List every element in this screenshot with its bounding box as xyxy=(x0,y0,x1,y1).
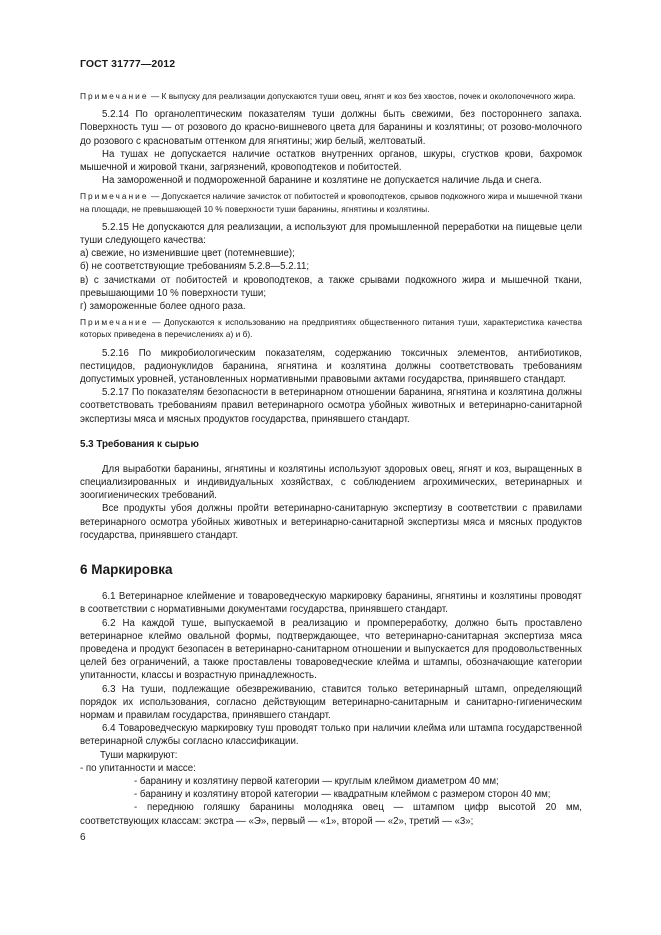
paragraph-5-2-14-c: На замороженной и подмороженной баранине и козлятине не допускается наличие льда и снега. xyxy=(102,175,542,187)
marking-item-1: - баранину и козлятину первой категории — круглым клеймом диаметром 40 мм; xyxy=(134,775,499,787)
marking-item-3 xyxy=(80,801,582,827)
list-item-b: б) не соответствующие требованиям 5.2.8—5.2.11; xyxy=(80,261,310,273)
note-label: Примечание xyxy=(80,317,149,328)
list-item-c: в) с зачистками от побитостей и кровоподтеков, а также срывами подкожного жира и мышечной ткани, превышающими 10 % поверхности туши; xyxy=(80,274,582,299)
paragraph-6-3: 6.3 На туши, подлежащие обезвреживанию, ставится только ветеринарный штамп, определяющий порядок их использования, согласно действующим ветеринарно-санитарным и санитарно-гигиеническим нормам и правилам государства, принявшего стандарт. xyxy=(80,683,582,721)
paragraph-5-3-1: Для выработки баранины, ягнятины и козлятины используют здоровых овец, ягнят и коз, выращенных в специализированных и индивидуальных хозяйствах, с соблюдением агрохимических, ветеринарных и зоогигиенических требований. xyxy=(80,463,582,502)
document-header: ГОСТ 31777—2012 xyxy=(80,58,176,70)
note-3 xyxy=(80,316,582,340)
note-label: Примечание xyxy=(80,191,149,202)
note-text: — Допускается наличие зачисток от побитостей и кровоподтеков, срывов подкожного жира и мышечной ткани на площади, не превышающей 10 % поверхности туши баранины, ягнятины и козлятины. xyxy=(80,191,583,214)
paragraph-5-3-2: Все продукты убоя должны пройти ветеринарно-санитарную экспертизу в соответствии с правилами ветеринарного осмотра убойных животных и ветеринарно-санитарной экспертизы мяса и мясных продуктов государства, принявшего стандарт. xyxy=(80,503,582,541)
note-text: — Допускаются к использованию на предприятиях общественного питания туши, характеристика качества которых приведена в перечислениях а) и б). xyxy=(80,317,583,340)
page-number: 6 xyxy=(80,832,86,843)
note-1 xyxy=(80,90,582,102)
list-item-d: г) замороженные более одного раза. xyxy=(80,301,246,313)
paragraph-5-2-16: 5.2.16 По микробиологическим показателям, содержанию токсичных элементов, антибиотиков, пестицидов, радионуклидов баранина, ягнятина и козлятина должны соответствовать требованиям допустимых уровней, установленных нормативными правовыми актами государства, принявшего стандарт. xyxy=(80,347,582,386)
note-2 xyxy=(80,190,582,214)
paragraph-5-2-17: 5.2.17 По показателям безопасности в ветеринарном отношении баранина, ягнятина и козлятина должны соответствовать требованиям правил ветеринарного осмотра убойных животных и ветеринарно-санитарной экспертизы мяса и мясных продуктов государства, принявшего стандарт. xyxy=(80,387,582,425)
paragraph-6-2: 6.2 На каждой туше, выпускаемой в реализацию и промпереработку, должно быть проставлено ветеринарное клеймо овальной формы, подтверждающее, что ветеринарно-санитарная экспертиза мяса проведена и продукт безопасен в ветеринарно-санитарном отношении и выпускается для продовольственных целей без ограничений, а также проставлены товароведческие клейма и штампы, обозначающие категории упитанности, классы и возрастную принадлежность. xyxy=(80,617,582,682)
section-6-title: 6 Маркировка xyxy=(80,562,173,578)
marking-item-2: - баранину и козлятину второй категории — квадратным клеймом с размером сторон 40 мм; xyxy=(134,789,551,801)
paragraph-6-4: 6.4 Товароведческую маркировку туш проводят только при наличии клейма или штампа государственной ветеринарной службы согласно классификации. xyxy=(80,723,582,748)
marking-by-fatness: - по упитанности и массе: xyxy=(80,762,196,774)
paragraph-5-2-14-b: На тушах не допускается наличие остатков внутренних органов, шкуры, сгустков крови, бахромок мышечной и жировой ткани, загрязнений, кровоподтеков и побитостей. xyxy=(80,148,582,174)
marking-item-3-text: - переднюю голяшку баранины молодняка овец — штампом цифр высотой 20 мм, соответствующих классам: экстра — «Э», первый — «1», второй — «2», третий — «3»; xyxy=(80,802,582,827)
note-label: Примечание xyxy=(80,91,149,101)
section-5-3-title: 5.3 Требования к сырью xyxy=(80,438,199,450)
paragraph-6-1: 6.1 Ветеринарное клеймение и товароведческую маркировку баранины, ягнятины и козлятины проводят в соответствии с нормативными документами государства, принявшего стандарт. xyxy=(80,591,582,616)
list-item-a: а) свежие, но изменившие цвет (потемневшие); xyxy=(80,248,295,260)
marking-intro: Туши маркируют: xyxy=(100,749,178,761)
note-text: — К выпуску для реализации допускаются туши овец, ягнят и коз без хвостов, почек и околопочечного жира. xyxy=(150,91,576,101)
paragraph-5-2-14: 5.2.14 По органолептическим показателям туши должны быть свежими, без постороннего запаха. Поверхность туш — от розового до красно-вишневого цвета для баранины и козлятины; от розово-молочного до розового с красноватым оттенком для ягнятины; жир белый, желтоватый. xyxy=(80,109,582,147)
paragraph-5-2-15: 5.2.15 Не допускаются для реализации, а используют для промышленной переработки на пищевые цели туши следующего качества: xyxy=(80,221,582,247)
document-body xyxy=(80,90,582,828)
